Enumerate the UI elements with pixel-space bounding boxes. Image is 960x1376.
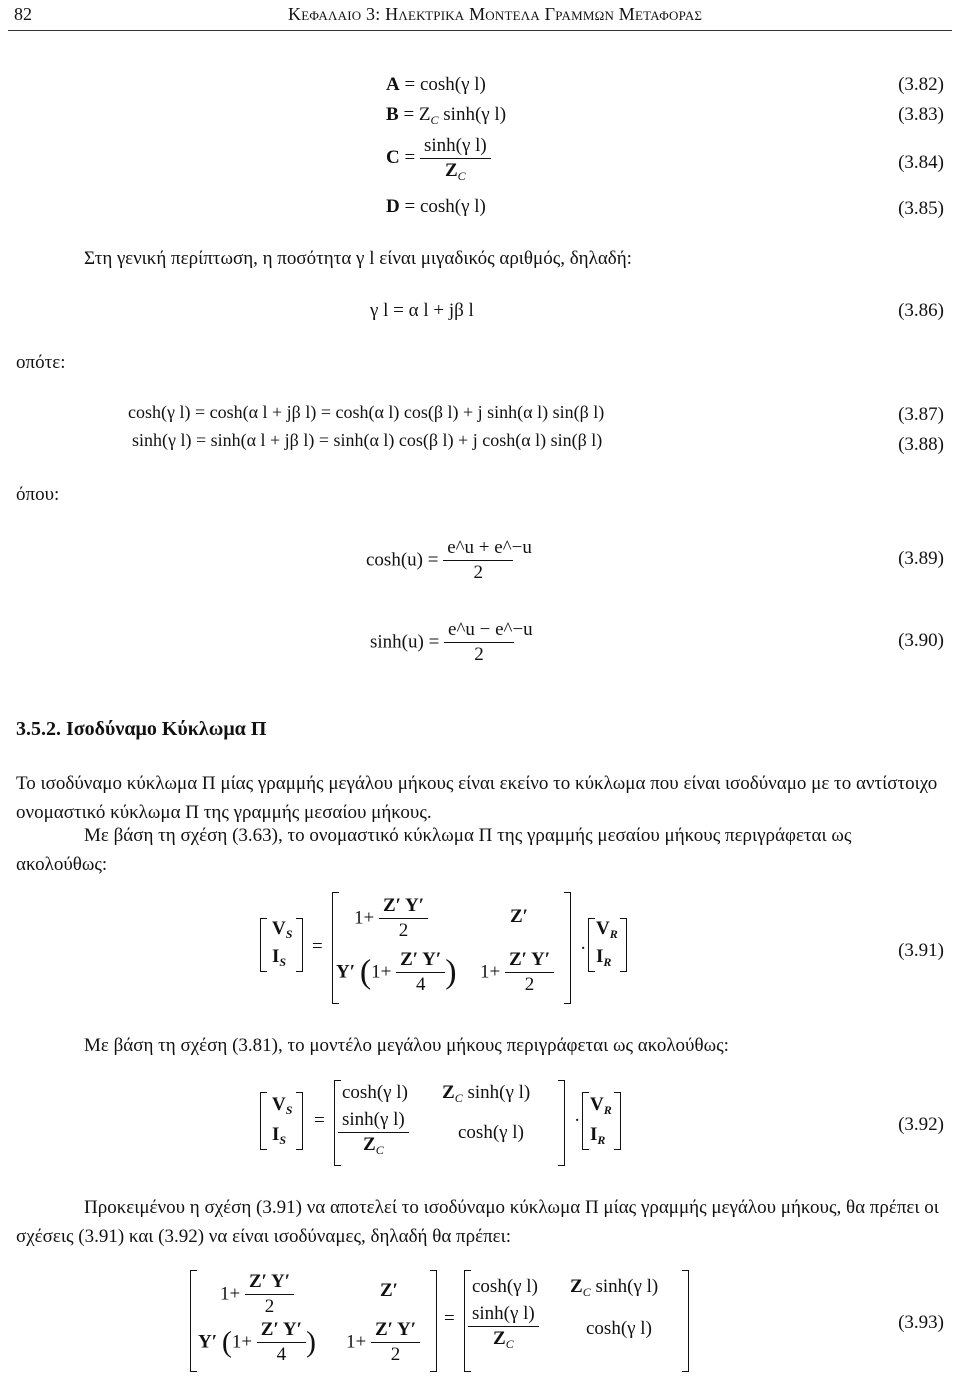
section-heading: 3.5.2. Ισοδύναμο Κύκλωμα Π: [16, 718, 267, 740]
eq-label-3-88: (3.88): [898, 434, 944, 455]
equation-3-91: $V_S$ $I_S$ = 1+ $\frac{Z' Y'}{2}$ Z′ Y′ (1+ $\frac{Z' Y'}{4}$ ) 1+ $\frac{Z' Y'}{2}$ · $V_R$ $I_R$: [258, 888, 898, 1008]
equation-3-88: sinh(γ l) = sinh(α l + jβ l) = sinh(α l) cos(β l) + j cosh(α l) sin(β l): [132, 430, 603, 450]
eq-label-3-89: (3.89): [898, 548, 944, 569]
equation-3-90: sinh(u) = $\frac{e\^{}u - e\^{}-u}{2}$: [370, 619, 533, 665]
eq-label-3-85: (3.85): [898, 198, 944, 219]
text-opou: όπου:: [16, 484, 60, 505]
page-header: [0, 0, 960, 30]
eq-label-3-87: (3.87): [898, 404, 944, 425]
eq-label-3-92: (3.92): [898, 1114, 944, 1135]
equation-3-93: 1+ $\frac{Z' Y'}{2}$ Z′ Y′ (1+ $\frac{Z' Y'}{4}$ ) 1+ $\frac{Z' Y'}{2}$ = cosh(γ l) $Z_C$ sinh(γ l) $\frac{\text{sinh(γ l)}}{Z_C}$ cosh(γ l): [190, 1268, 750, 1376]
text-opote: οπότε:: [16, 352, 66, 373]
paragraph-3: Με βάση τη σχέση (3.81), το μοντέλο μεγάλου μήκους περιγράφεται ως ακολούθως:: [84, 1035, 729, 1056]
equation-3-87: cosh(γ l) = cosh(α l + jβ l) = cosh(α l) cos(β l) + j sinh(α l) sin(β l): [128, 402, 605, 422]
text-general-case: Στη γενική περίπτωση, η ποσότητα γ l είναι μιγαδικός αριθμός, δηλαδή:: [84, 248, 632, 269]
equation-3-86: γ l = α l + jβ l: [370, 300, 474, 321]
chapter-title: Κεφαλαιο 3: Ηλεκτρικα Μοντελα Γραμμων Μεταφορας: [288, 4, 703, 24]
eq-label-3-86: (3.86): [898, 300, 944, 321]
eq-label-3-93: (3.93): [898, 1312, 944, 1333]
eq-label-3-82: (3.82): [898, 74, 944, 95]
equation-3-92: $V_S$ $I_S$ = cosh(γ l) $Z_C$ sinh(γ l) $\frac{\text{sinh(γ l)}}{Z_C}$ cosh(γ l) · $V_R$ $I_R$: [258, 1080, 898, 1170]
paragraph-4: Προκειμένου η σχέση (3.91) να αποτελεί το ισοδύναμο κύκλωμα Π μίας γραμμής μεγάλου μήκους, θα πρέπει οι σχέσεις (3.91) και (3.92) να είναι ισοδύναμες, δηλαδή θα πρέπει:: [16, 1197, 939, 1247]
equation-3-82: A = cosh(γ l): [386, 74, 486, 95]
eq-label-3-90: (3.90): [898, 630, 944, 651]
equation-3-89: cosh(u) = $\frac{e\^{}u + e\^{}-u}{2}$: [366, 537, 532, 583]
paragraph-1: Το ισοδύναμο κύκλωμα Π μίας γραμμής μεγάλου μήκους είναι εκείνο το κύκλωμα που είναι ισοδύναμο με το αντίστοιχο ονομαστικό κύκλωμα Π της γραμμής μεσαίου μήκους.: [16, 773, 938, 823]
page-number: 82: [14, 4, 32, 24]
header-rule: [8, 30, 952, 31]
eq-label-3-91: (3.91): [898, 940, 944, 961]
equation-3-83: $B = Z_C$ sinh(γ l): [386, 104, 507, 127]
paragraph-2: Με βάση τη σχέση (3.63), το ονομαστικό κύκλωμα Π της γραμμής μεσαίου μήκους περιγράφεται ως ακολούθως:: [16, 825, 852, 875]
eq-label-3-84: (3.84): [898, 152, 944, 173]
eq-label-3-83: (3.83): [898, 104, 944, 125]
equation-3-84: C = $\frac{\text{sinh(γ l)}}{Z_C}$: [386, 134, 491, 184]
equation-3-85: D = cosh(γ l): [386, 196, 486, 217]
